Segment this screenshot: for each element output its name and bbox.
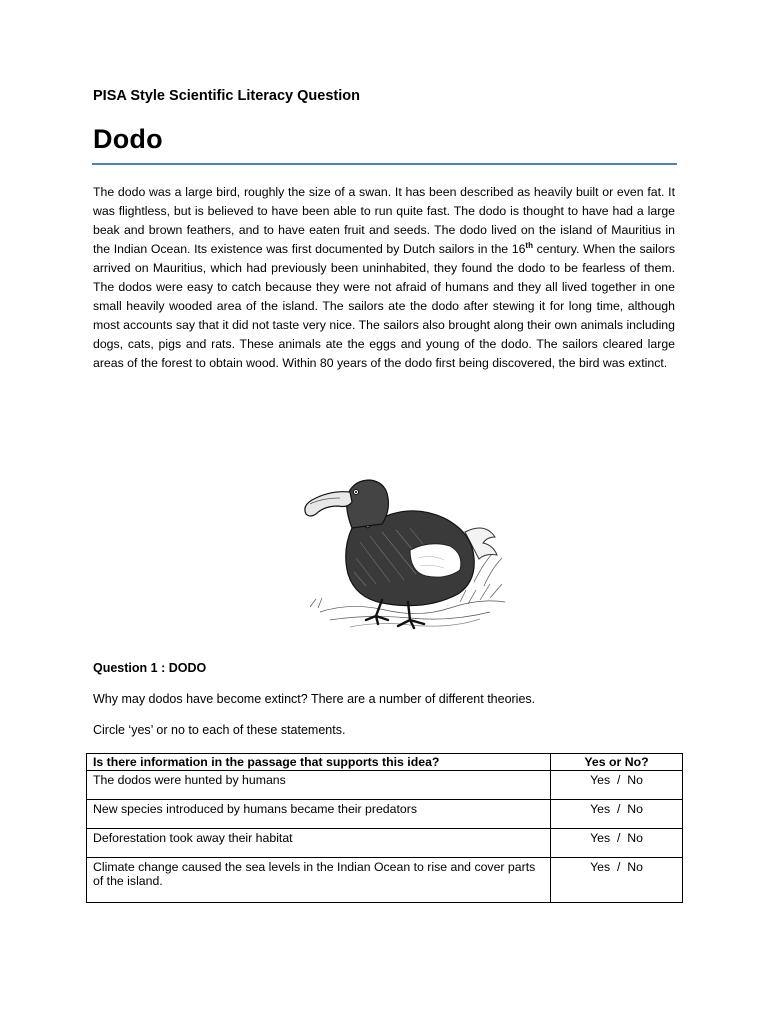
statement-cell: New species introduced by humans became their predators (87, 800, 551, 829)
header-yes-no: Yes or No? (551, 754, 683, 771)
question-instruction: Circle ‘yes’ or no to each of these statements. (93, 723, 346, 737)
table-row (87, 771, 683, 800)
reading-passage (93, 183, 675, 373)
statement-cell: Deforestation took away their habitat (87, 829, 551, 858)
title-underline (92, 163, 677, 165)
table-row (87, 800, 683, 829)
passage-text-part1: The dodo was a large bird, roughly the size of a swan. It has been described as heavily built or even fat. It was flightless, but is believed to have been able to run quite fast. The dodo is thought to have had a large beak and brown feathers, and to have eaten fruit and seeds. The dodo lived on the island of Mauritius in the Indian Ocean. Its existence was first documented by Dutch sailors in the 16 (93, 185, 675, 256)
dodo-bird-illustration (290, 462, 520, 642)
passage-text-part2: century. When the sailors arrived on Mauritius, which had previously been uninhabited, they found the dodo to be fearless of them. The dodos were easy to catch because they were not afraid of humans and they all lived together in one small heavily wooded area of the island. The sailors ate the dodo after stewing it for long time, although most accounts say that it did not taste very nice. The sailors also brought along their own animals including dogs, cats, pigs and rats. These animals ate the eggs and young of the dodo. The sailors cleared large areas of the forest to obtain wood. Within 80 years of the dodo first being discovered, the bird was extinct. (93, 242, 675, 370)
yes-no-choice[interactable]: Yes / No (551, 771, 683, 800)
question-text: Why may dodos have become extinct? There are a number of different theories. (93, 692, 536, 706)
yes-no-choice[interactable]: Yes / No (551, 829, 683, 858)
document-subtitle: PISA Style Scientific Literacy Question (93, 88, 360, 104)
document-title: Dodo (93, 124, 163, 154)
table-row (87, 829, 683, 858)
statement-cell: Climate change caused the sea levels in the Indian Ocean to rise and cover parts of the island. (87, 858, 551, 903)
yes-no-choice[interactable]: Yes / No (551, 800, 683, 829)
answer-table (86, 753, 683, 903)
table-header-row (87, 754, 683, 771)
statement-cell: The dodos were hunted by humans (87, 771, 551, 800)
header-statement: Is there information in the passage that supports this idea? (87, 754, 551, 771)
yes-no-choice[interactable]: Yes / No (551, 858, 683, 903)
table-row (87, 858, 683, 903)
question-title: Question 1 : DODO (93, 661, 207, 675)
passage-superscript: th (525, 240, 533, 250)
